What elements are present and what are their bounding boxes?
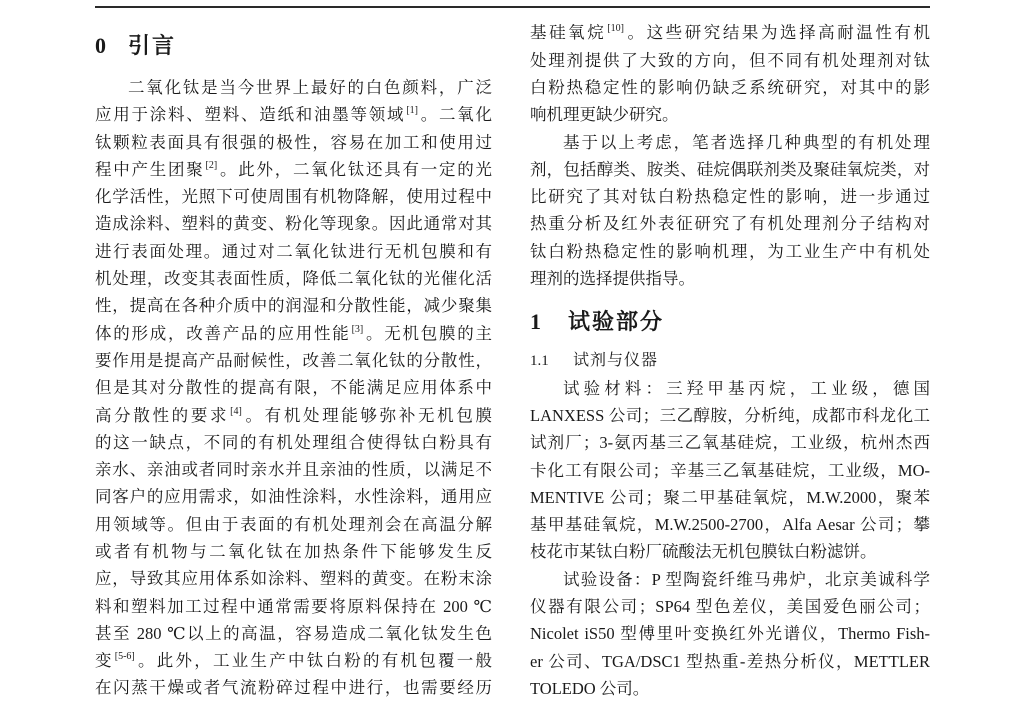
text-segment: 甚至 280 ℃以上的高温，容易造成二氧化钛发生色	[95, 623, 492, 643]
text-segment: 应，导致其应用体系如涂料、塑料的黄变。在粉末涂	[95, 569, 492, 589]
text-segment: 或者有机物与二氧化钛在加热条件下能够发生反	[95, 541, 492, 561]
text-line	[530, 101, 930, 128]
text-segment: 响机理更缺少研究。	[530, 105, 679, 125]
text-segment: 在闪蒸干燥或者气流粉碎过程中进行，也需要经历	[95, 678, 492, 698]
text-segment: 高分散性的要求	[95, 405, 230, 425]
text-segment: 化学活性，光照下可使周围有机物降解，使用过程中	[95, 187, 492, 207]
text-line	[530, 375, 930, 402]
text-line	[95, 647, 492, 674]
header-rule	[95, 6, 930, 8]
text-line	[95, 565, 492, 592]
text-segment: 基甲基硅氧烷，M.W.2500-2700，Alfa Aesar 公司；攀	[530, 515, 930, 535]
text-line	[95, 265, 492, 292]
text-segment: 亲水、亲油或者同时亲水并且亲油的性质，以满足不	[95, 460, 492, 480]
text-line	[95, 292, 492, 319]
text-segment: 热重分析及红外表征研究了有机处理剂分子结构对	[530, 214, 930, 234]
text-line	[530, 19, 930, 46]
text-line	[95, 238, 492, 265]
paragraph	[530, 375, 930, 566]
citation-superscript: [5-6]	[114, 651, 135, 663]
text-segment: 基硅氧烷	[530, 23, 607, 43]
text-line	[95, 320, 492, 347]
text-line	[95, 511, 492, 538]
text-line	[530, 238, 930, 265]
right-column	[530, 19, 930, 702]
text-line	[530, 457, 930, 484]
text-segment: 料和塑料加工过程中通常需要将原料保持在 200 ℃	[95, 596, 492, 616]
text-line	[95, 674, 492, 701]
text-segment: MENTIVE 公司；聚二甲基硅氧烷，M.W.2000，聚苯	[530, 487, 930, 507]
section-title: 引言	[128, 33, 177, 59]
paragraph	[530, 566, 930, 702]
text-segment: 理剂的选择提供指导。	[530, 269, 695, 289]
text-segment: 同客户的应用需求，如油性涂料，水性涂料，通用应	[95, 487, 492, 507]
text-segment: 。此外，二氧化钛还具有一定的光	[218, 159, 493, 179]
text-segment: 剂，包括醇类、胺类、硅烷偶联剂类及聚硅氧烷类，对	[530, 159, 930, 179]
text-segment: 试验材料：三羟甲基丙烷，工业级，德国	[563, 378, 930, 398]
text-line	[95, 129, 492, 156]
paragraph	[530, 129, 930, 293]
text-line	[95, 483, 492, 510]
text-segment: 二氧化钛是当今世界上最好的白色颜料，广泛	[128, 77, 492, 97]
text-segment: 试验设备：P 型陶瓷纤维马弗炉，北京美诚科学	[563, 569, 930, 589]
text-segment: 进行表面处理。通过对二氧化钛进行无机包膜和有	[95, 241, 492, 261]
text-line	[530, 538, 930, 565]
text-segment: 比研究了其对钛白粉热稳定性的影响，进一步通过	[530, 187, 930, 207]
text-segment: 性，提高在各种介质中的润湿和分散性能，减少聚集	[95, 296, 492, 316]
text-segment: 仪器有限公司；SP64 型色差仪，美国爱色丽公司；	[530, 596, 930, 616]
subsection-number: 1.1	[530, 353, 549, 370]
text-line	[95, 183, 492, 210]
section-title: 试验部分	[568, 309, 665, 335]
text-segment: 处理剂提供了大致的方向，但不同有机处理剂对钛	[530, 50, 930, 70]
text-line	[95, 374, 492, 401]
citation-superscript: [2]	[205, 159, 218, 171]
text-segment: 。有机处理能够弥补无机包膜	[242, 405, 493, 425]
text-segment: 白粉热稳定性的影响仍缺乏系统研究，对其中的影	[530, 77, 930, 97]
text-segment: LANXESS 公司；三乙醇胺，分析纯，成都市科龙化工	[530, 405, 930, 425]
citation-superscript: [3]	[351, 323, 364, 335]
subsection-heading	[530, 347, 930, 374]
text-line	[95, 456, 492, 483]
citation-superscript: [4]	[230, 405, 242, 417]
paragraph	[95, 74, 492, 702]
text-line	[530, 210, 930, 237]
text-segment: 卡化工有限公司；辛基三乙氧基硅烷，工业级，MO-	[530, 460, 930, 480]
section-number: 1	[530, 309, 541, 335]
text-segment: 体的形成，改善产品的应用性能	[95, 323, 351, 343]
text-line	[530, 74, 930, 101]
text-line	[530, 156, 930, 183]
text-line	[95, 538, 492, 565]
text-segment: 。这些研究结果为选择高耐温性有机	[624, 23, 930, 43]
text-segment: 的这一缺点，不同的有机处理组合使得钛白粉具有	[95, 432, 492, 452]
text-line	[95, 156, 492, 183]
section-number: 0	[95, 33, 106, 59]
text-line	[530, 648, 930, 675]
subsection-title: 试剂与仪器	[573, 352, 659, 370]
text-segment: 基于以上考虑，笔者选择几种典型的有机处理	[563, 132, 930, 152]
left-column	[95, 19, 492, 701]
paragraph	[530, 19, 930, 128]
text-line	[95, 593, 492, 620]
section-heading	[95, 19, 492, 74]
text-line	[530, 47, 930, 74]
text-line	[95, 74, 492, 101]
text-segment: Nicolet iS50 型傅里叶变换红外光谱仪，Thermo Fish-	[530, 624, 930, 644]
text-segment: 程中产生团聚	[95, 159, 205, 179]
text-line	[530, 183, 930, 210]
text-line	[530, 566, 930, 593]
text-line	[95, 620, 492, 647]
text-line	[95, 210, 492, 237]
text-line	[95, 402, 492, 429]
text-segment: 。二氧化	[419, 105, 493, 125]
citation-superscript: [1]	[406, 105, 418, 117]
text-line	[530, 429, 930, 456]
text-segment: 用领域等。但由于表面的有机处理剂会在高温分解	[95, 514, 492, 534]
text-line	[95, 347, 492, 374]
text-line	[95, 429, 492, 456]
text-line	[95, 101, 492, 128]
text-segment: 变	[95, 651, 114, 671]
text-segment: 应用于涂料、塑料、造纸和油墨等领域	[95, 105, 406, 125]
section-heading	[530, 292, 930, 347]
text-line	[530, 265, 930, 292]
text-line	[530, 129, 930, 156]
text-segment: 但是其对分散性的提高有限，不能满足应用体系中	[95, 378, 492, 398]
text-segment: 钛白粉热稳定性的影响机理，为工业生产中有机处	[530, 241, 930, 261]
text-line	[530, 484, 930, 511]
text-segment: 枝花市某钛白粉厂硫酸法无机包膜钛白粉滤饼。	[530, 542, 877, 562]
text-line	[530, 402, 930, 429]
text-segment: er 公司、TGA/DSC1 型热重-差热分析仪，METTLER	[530, 651, 930, 671]
text-segment: 。无机包膜的主	[364, 323, 493, 343]
text-segment: 试剂厂；3-氨丙基三乙氧基硅烷，工业级，杭州杰西	[530, 433, 930, 453]
text-line	[530, 511, 930, 538]
text-line	[530, 675, 930, 702]
text-segment: 。此外，工业生产中钛白粉的有机包覆一般	[135, 651, 492, 671]
text-segment: 造成涂料、塑料的黄变、粉化等现象。因此通常对其	[95, 214, 492, 234]
text-segment: 要作用是提高产品耐候性，改善二氧化钛的分散性，	[95, 350, 492, 370]
text-segment: 机处理，改变其表面性质，降低二氧化钛的光催化活	[95, 269, 492, 289]
text-line	[530, 593, 930, 620]
citation-superscript: [10]	[607, 23, 624, 35]
text-segment: TOLEDO 公司。	[530, 678, 650, 698]
text-line	[530, 620, 930, 647]
text-segment: 钛颗粒表面具有很强的极性，容易在加工和使用过	[95, 132, 492, 152]
